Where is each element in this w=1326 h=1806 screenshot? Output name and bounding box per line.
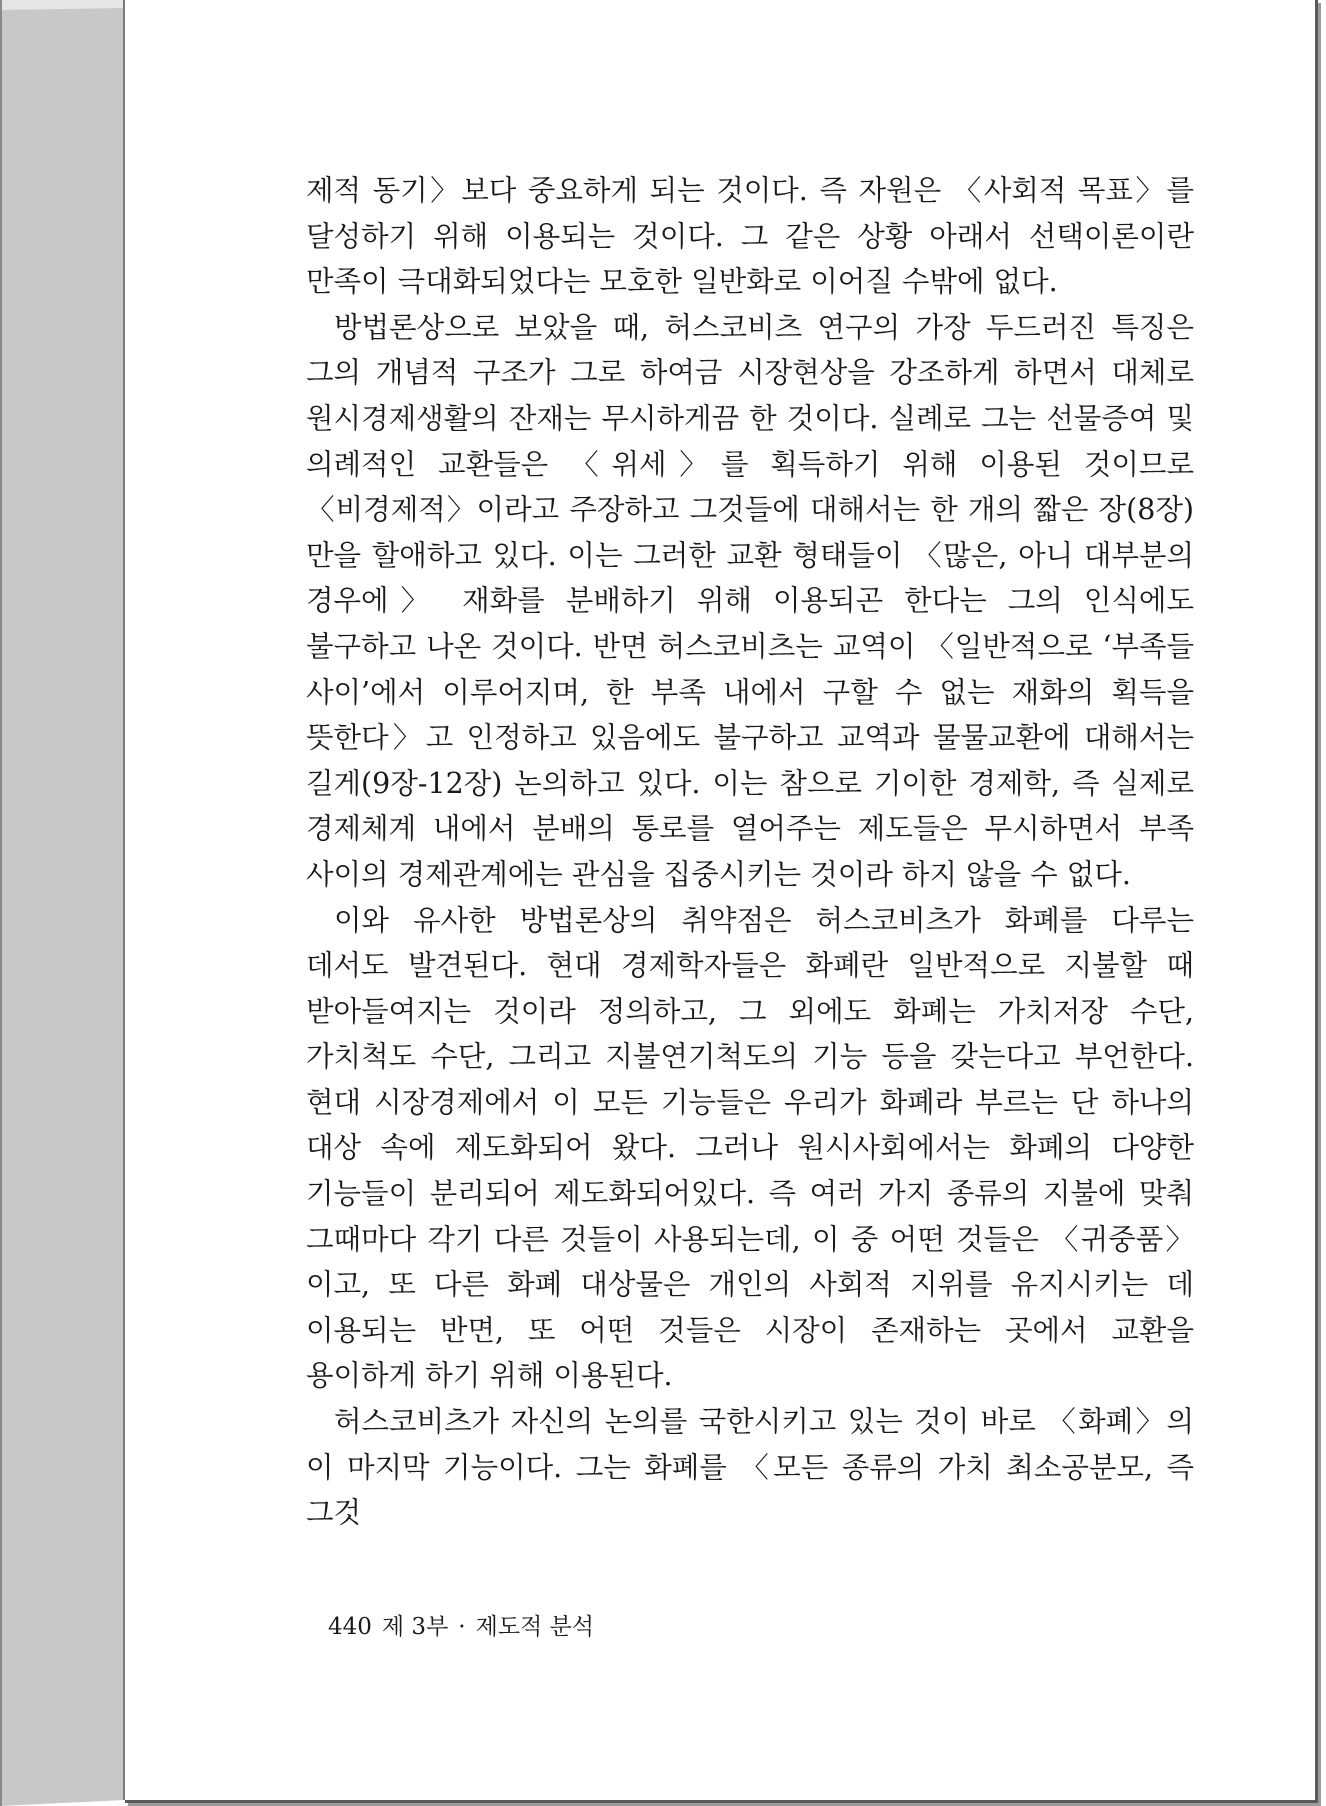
paragraph-1: 제적 동기〉보다 중요하게 되는 것이다. 즉 자원은 〈사회적 목표〉를 달성하기 위해 이용되는 것이다. 그 같은 상황 아래서 선택이론이란 만족이 극대화되었다는 모호한 일반화로 이어질 수밖에 없다.	[306, 174, 1194, 299]
footer-separator: ·	[458, 1614, 466, 1640]
paragraph-2: 방법론상으로 보았을 때, 허스코비츠 연구의 가장 두드러진 특징은 그의 개념적 구조가 그로 하여금 시장현상을 강조하게 하면서 대체로 원시경제생활의 잔재는 무시하게끔 한 것이다. 실례로 그는 선물증여 및 의례적인 교환들은 〈위세〉를 획득하기 위해 이용된 것이므로 〈비경제적〉이라고 주장하고 그것들에 대해서는 한 개의 짧은 장(8장)만을 할애하고 있다. 이는 그러한 교환 형태들이 〈많은, 아니 대부분의 경우에〉 재화를 분배하기 위해 이용되곤 한다는 그의 인식에도 불구하고 나온 것이다. 반면 허스코비츠는 교역이 〈일반적으로 ‘부족들 사이’에서 이루어지며, 한 부족 내에서 구할 수 없는 재화의 획득을 뜻한다〉고 인정하고 있음에도 불구하고 교역과 물물교환에 대해서는 길게(9장-12장) 논의하고 있다. 이는 참으로 기이한 경제학, 즉 실제로 경제체계 내에서 분배의 통로를 열어주는 제도들은 무시하면서 부족 사이의 경제관계에는 관심을 집중시키는 것이라 하지 않을 수 없다.	[306, 310, 1194, 891]
page-number: 440	[328, 1614, 372, 1640]
paragraph-4: 허스코비츠가 자신의 논의를 국한시키고 있는 것이 바로 〈화폐〉의 이 마지막 기능이다. 그는 화폐를 〈모든 종류의 가치 최소공분모, 즉 그것	[306, 1405, 1194, 1530]
page-footer	[328, 1608, 604, 1641]
footer-part: 제 3부	[381, 1614, 449, 1640]
paragraph-3: 이와 유사한 방법론상의 취약점은 허스코비츠가 화폐를 다루는 데서도 발견된다. 현대 경제학자들은 화폐란 일반적으로 지불할 때 받아들여지는 것이라 정의하고, 그 외에도 화폐는 가치저장 수단, 가치척도 수단, 그리고 지불연기척도의 기능 등을 갖는다고 부언한다. 현대 시장경제에서 이 모든 기능들은 우리가 화폐라 부르는 단 하나의 대상 속에 제도화되어 왔다. 그러나 원시사회에서는 화폐의 다양한 기능들이 분리되어 제도화되어있다. 즉 여러 가지 종류의 지불에 맞춰 그때마다 각기 다른 것들이 사용되는데, 이 중 어떤 것들은 〈귀중품〉이고, 또 다른 화폐 대상물은 개인의 사회적 지위를 유지시키는 데 이용되는 반면, 또 어떤 것들은 시장이 존재하는 곳에서 교환을 용이하게 하기 위해 이용된다.	[306, 903, 1194, 1393]
footer-section: 제도적 분석	[475, 1614, 595, 1640]
body-text	[306, 168, 1194, 1536]
